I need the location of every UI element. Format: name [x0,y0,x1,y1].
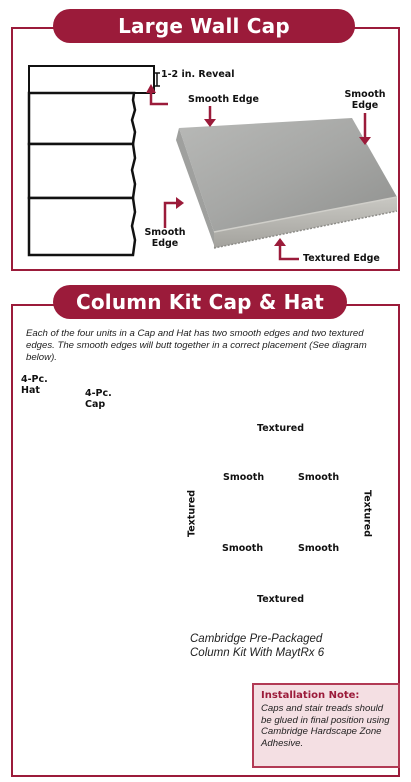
cap-label: 4-Pc. Cap [85,388,112,410]
column-kit-title: Column Kit Cap & Hat [53,285,347,319]
grid-smooth-br: Smooth [298,543,340,554]
smooth-edge-top-label: Smooth Edge [188,94,259,105]
wall-block-2 [29,144,135,198]
grid-textured-top: Textured [257,423,305,434]
smooth-edge-left-label: Smooth Edge [144,227,186,249]
column-kit-intro: Each of the four units in a Cap and Hat has two smooth edges and two textured edges. The smooth edges will butt together in a correct placement (See diagram below). [26,328,367,363]
wall-cap-title: Large Wall Cap [53,9,355,43]
reveal-arrow [151,93,168,104]
installation-note-body: Caps and stair treads should be glued in final position using Cambridge Hardscape Zone Adhesive. [261,703,390,749]
hat-label: 4-Pc. Hat [21,374,48,396]
grid-smooth-tr: Smooth [298,472,340,483]
textured-edge-arrow [280,244,299,259]
grid-textured-bottom: Textured [257,594,305,605]
installation-note-title: Installation Note: [261,690,360,701]
wall-block-3 [29,198,135,255]
grid-textured-left: Textured [186,489,198,538]
textured-edge-label: Textured Edge [303,253,380,264]
grid-smooth-tl: Smooth [223,472,265,483]
column-kit-caption: Cambridge Pre-Packaged Column Kit With MaytRx 6 [190,633,325,659]
wall-cap-block [29,66,154,93]
smooth-edge-right-label: Smooth Edge [344,89,386,111]
grid-textured-right: Textured [361,489,373,538]
grid-smooth-bl: Smooth [222,543,264,554]
reveal-label: 1-2 in. Reveal [161,69,235,80]
wall-block-1 [29,93,135,144]
installation-note [252,683,400,768]
wall-stack [29,66,154,255]
